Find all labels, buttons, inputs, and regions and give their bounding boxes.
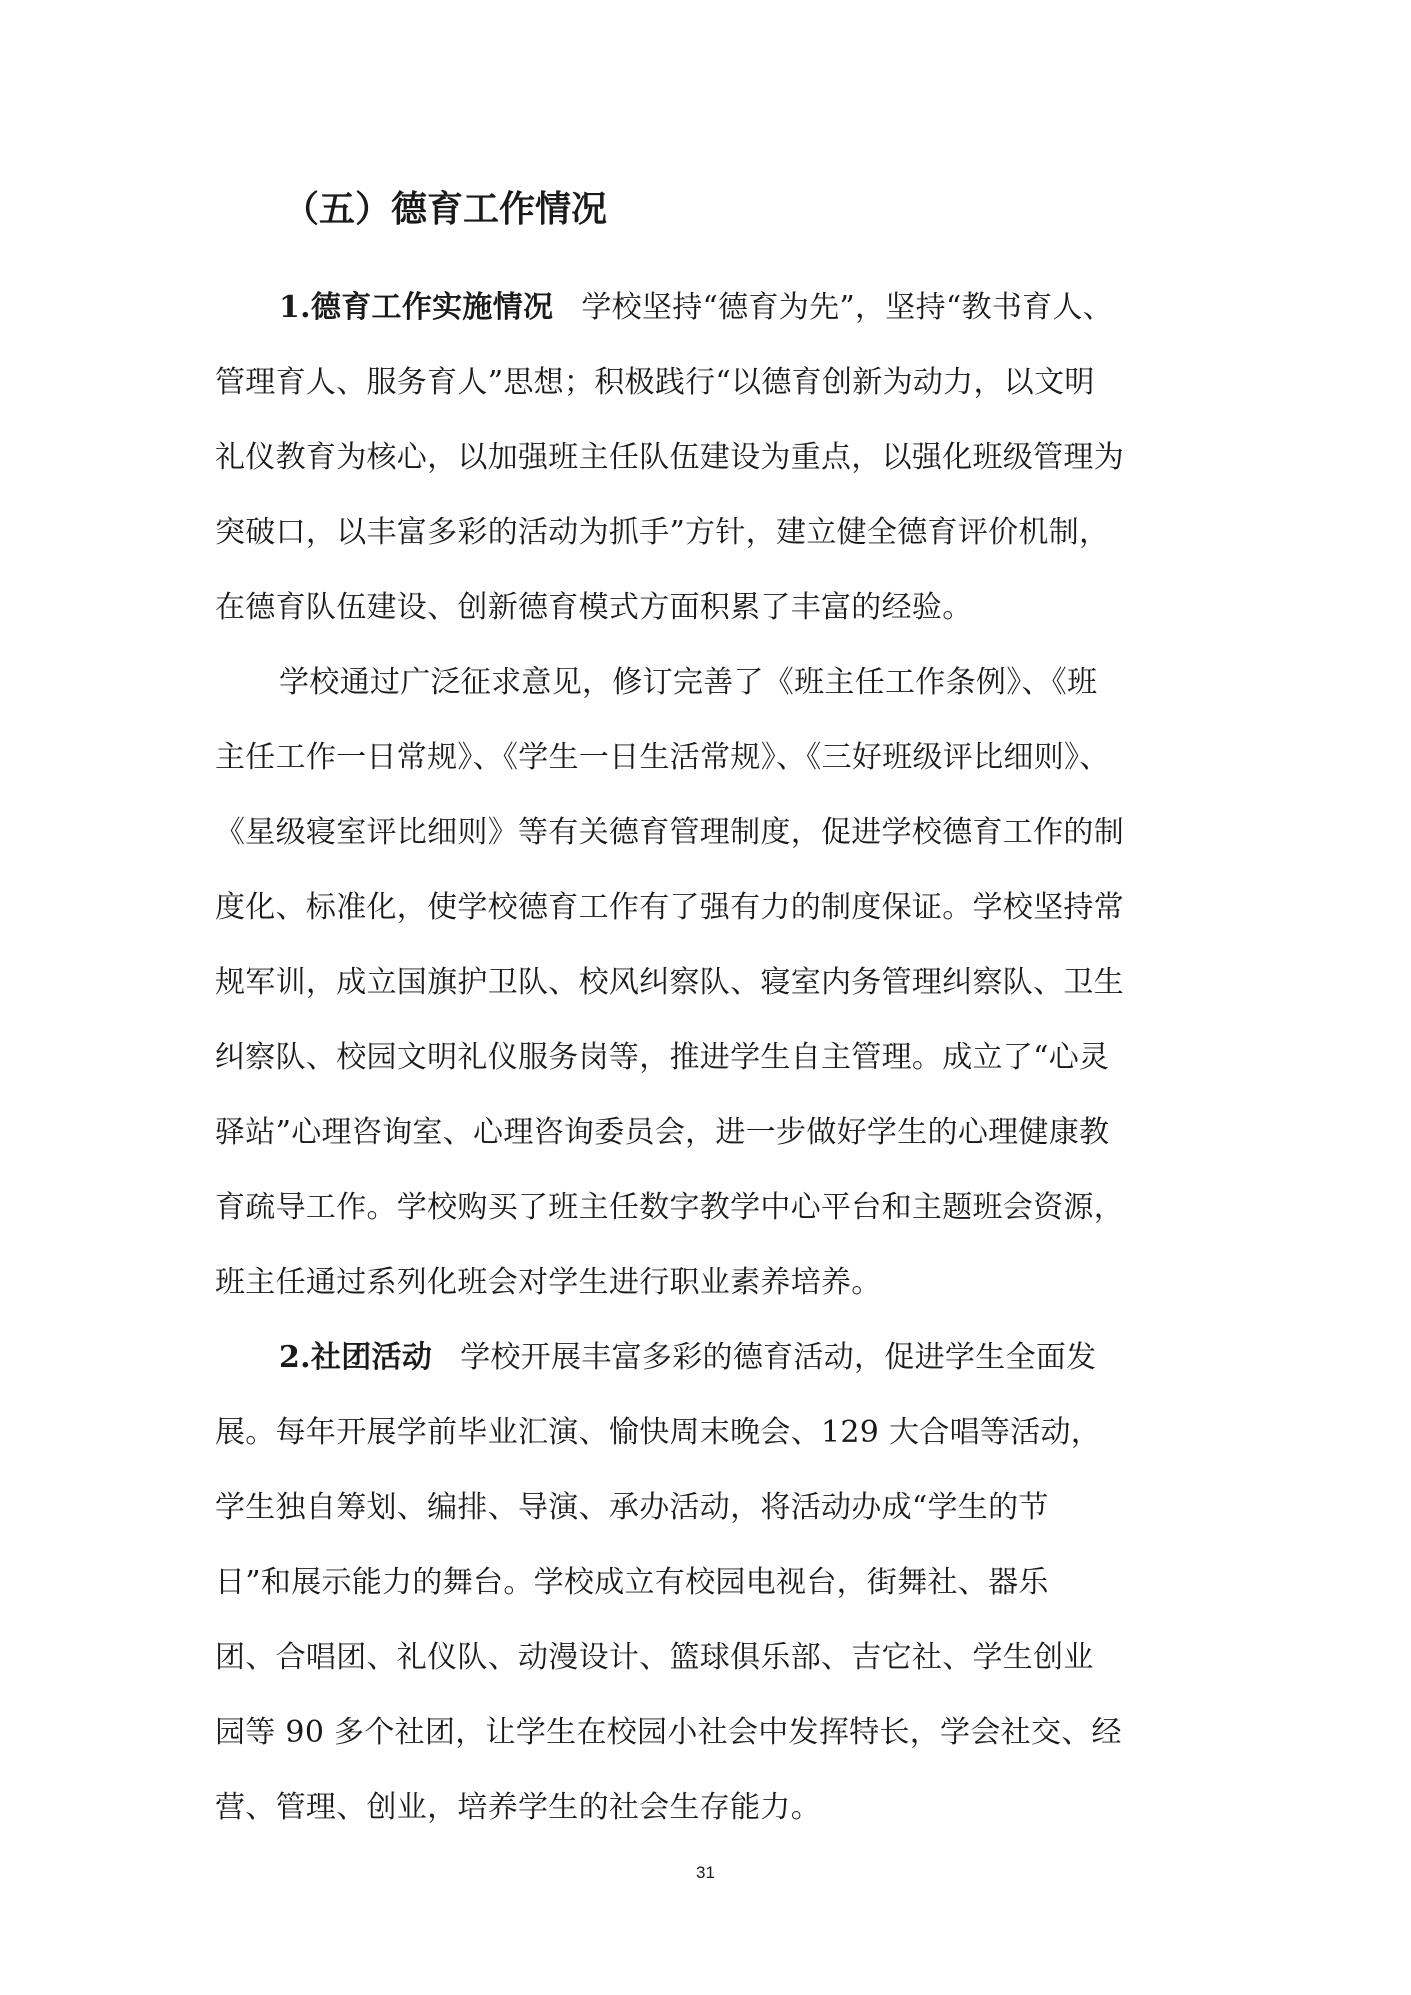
paragraph-line — [279, 1333, 1096, 1383]
paragraph-line: 纠察队、校园文明礼仪服务岗等，推进学生自主管理。成立了“心灵 — [215, 1040, 1110, 1075]
page-number: 31 — [696, 1863, 715, 1882]
paragraph-line: 规军训，成立国旗护卫队、校风纠察队、寝室内务管理纠察队、卫生 — [215, 965, 1124, 1000]
paragraph-line: 突破口，以丰富多彩的活动为抓手”方针，建立健全德育评价机制， — [215, 515, 1110, 550]
paragraph-line: 园等 90 多个社团，让学生在校园小社会中发挥特长，学会社交、经 — [215, 1715, 1122, 1750]
paragraph-line: 度化、标准化，使学校德育工作有了强有力的制度保证。学校坚持常 — [215, 890, 1124, 925]
paragraph-line: 日”和展示能力的舞台。学校成立有校园电视台，街舞社、器乐 — [215, 1565, 1049, 1600]
subheading-club-activities: 2.社团活动 — [279, 1340, 433, 1375]
paragraph-line: 班主任通过系列化班会对学生进行职业素养培养。 — [215, 1265, 882, 1300]
section-heading: （五）德育工作情况 — [283, 188, 608, 230]
paragraph-line: 学生独自筹划、编排、导演、承办活动，将活动办成“学生的节 — [215, 1490, 1049, 1525]
paragraph-line: 《星级寝室评比细则》等有关德育管理制度，促进学校德育工作的制 — [215, 815, 1124, 850]
paragraph-line: 管理育人、服务育人”思想；积极践行“以德育创新为动力，以文明 — [215, 365, 1095, 400]
paragraph-line: 驿站”心理咨询室、心理咨询委员会，进一步做好学生的心理健康教 — [215, 1115, 1110, 1150]
paragraph-text: 学校坚持“德育为先”，坚持“教书育人、 — [581, 290, 1114, 325]
paragraph-text: 学校开展丰富多彩的德育活动，促进学生全面发 — [460, 1340, 1097, 1375]
paragraph-line: 团、合唱团、礼仪队、动漫设计、篮球俱乐部、吉它社、学生创业 — [215, 1640, 1094, 1675]
paragraph-line — [279, 283, 1113, 333]
subheading-moral-education-implementation: 1.德育工作实施情况 — [279, 290, 554, 325]
paragraph-line: 礼仪教育为核心，以加强班主任队伍建设为重点，以强化班级管理为 — [215, 440, 1124, 475]
paragraph-line: 展。每年开展学前毕业汇演、愉快周末晚会、129 大合唱等活动， — [215, 1415, 1102, 1450]
paragraph-line: 学校通过广泛征求意见，修订完善了《班主任工作条例》、《班 — [279, 665, 1098, 700]
paragraph-line: 营、管理、创业，培养学生的社会生存能力。 — [215, 1790, 821, 1825]
paragraph-line: 在德育队伍建设、创新德育模式方面积累了丰富的经验。 — [215, 590, 973, 625]
paragraph-line: 育疏导工作。学校购买了班主任数字教学中心平台和主题班会资源， — [215, 1190, 1124, 1225]
paragraph-line: 主任工作一日常规》、《学生一日生活常规》、《三好班级评比细则》、 — [215, 740, 1110, 775]
